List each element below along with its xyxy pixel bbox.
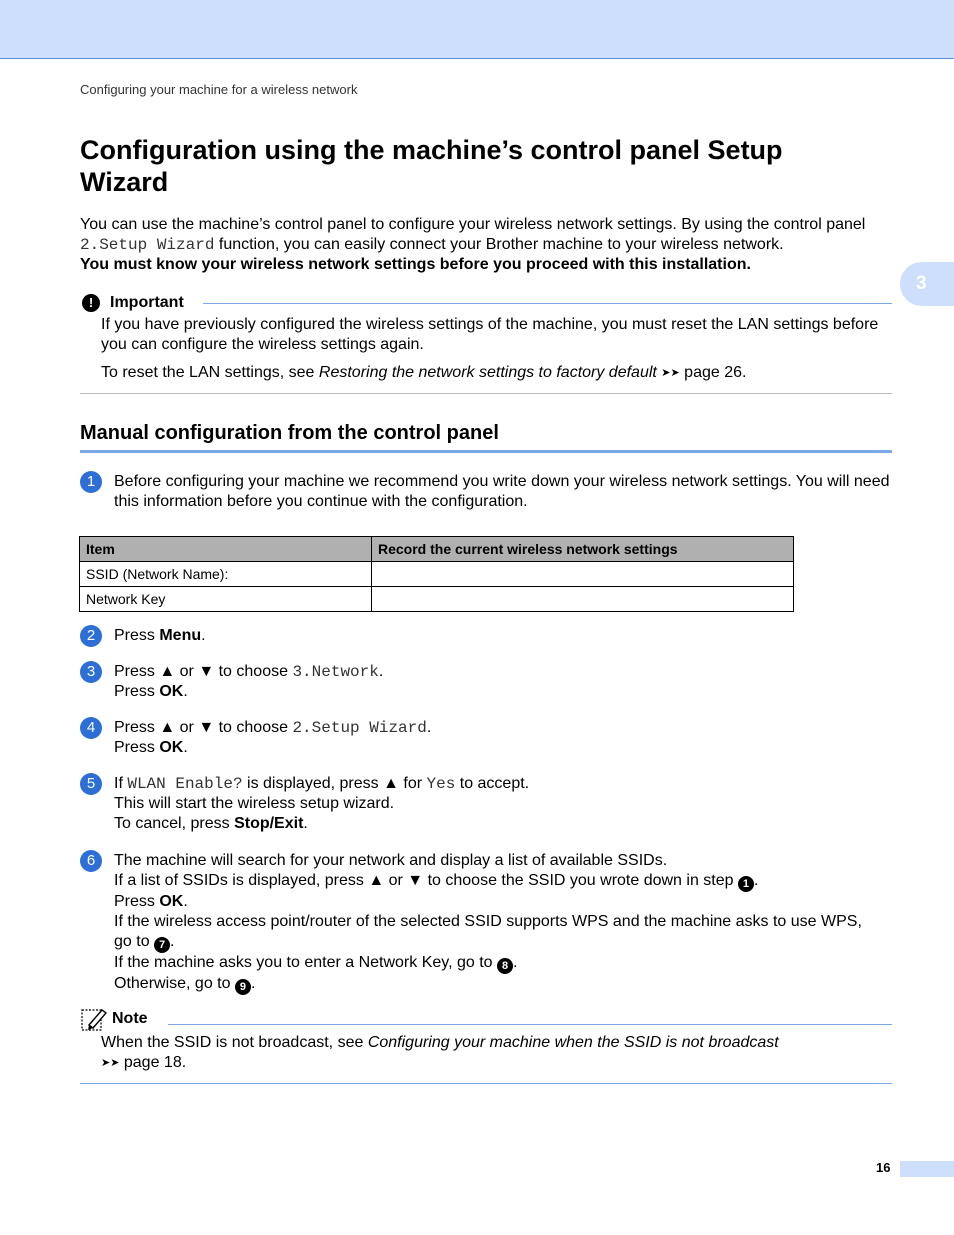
- table-row: [80, 562, 794, 587]
- important-para-2-suffix: page 26.: [679, 364, 747, 381]
- step-5-cancel: To cancel, press: [114, 815, 235, 832]
- down-arrow-icon: ▼: [407, 872, 424, 889]
- ok-key: OK: [159, 739, 184, 756]
- top-header-band: [0, 0, 954, 59]
- table-cell[interactable]: [372, 587, 794, 612]
- step-6-dot-5: .: [250, 975, 256, 992]
- step-number-5: 5: [80, 773, 102, 795]
- chapter-tab[interactable]: 3: [900, 262, 954, 306]
- step-number-3: 3: [80, 661, 102, 683]
- intro-text-1: You can use the machine’s control panel to configure your wireless network settings. By using the control panel: [80, 216, 866, 233]
- intro-bold-warning: You must know your wireless network settings before you proceed with this installation.: [80, 256, 751, 273]
- step-number-6: 6: [80, 850, 102, 872]
- step-6-dot-2: .: [183, 893, 188, 910]
- note-body: [101, 1033, 861, 1073]
- important-bottom-rule: [80, 393, 892, 394]
- table-row: [80, 587, 794, 612]
- step-9-ref-icon[interactable]: 9: [235, 979, 251, 995]
- table-cell: Network Key: [80, 587, 372, 612]
- wireless-settings-table: [79, 536, 794, 612]
- section-heading: Manual configuration from the control panel: [80, 422, 499, 444]
- down-arrow-icon: ▼: [198, 663, 215, 680]
- step-5-end: .: [303, 815, 308, 832]
- step-number-4: 4: [80, 717, 102, 739]
- step-6-dot-1: .: [753, 872, 759, 889]
- step-6-l2a: If a list of SSIDs is displayed, press: [114, 872, 369, 889]
- wlan-enable-code: WLAN Enable?: [127, 775, 243, 793]
- step-5-accept: to accept.: [455, 775, 530, 792]
- step-4-press-ok: Press: [114, 739, 160, 756]
- section-heading-rule: [80, 450, 892, 453]
- important-icon: !: [82, 294, 100, 312]
- step-2-end: .: [201, 627, 206, 644]
- step-6-dot-4: .: [513, 954, 518, 971]
- ok-key: OK: [159, 683, 184, 700]
- step-3-press: Press: [114, 663, 160, 680]
- step-6-line-1: The machine will search for your network and display a list of available SSIDs.: [114, 852, 668, 869]
- step-number-2: 2: [80, 625, 102, 647]
- up-arrow-icon: ▲: [159, 719, 176, 736]
- up-arrow-icon: ▲: [368, 872, 385, 889]
- page-ref-arrows-icon: ➤➤: [661, 367, 680, 379]
- important-heading-label: Important: [110, 294, 184, 311]
- important-para-1: If you have previously configured the wireless settings of the machine, you must reset the LAN settings before you can configure the wireless settings again.: [101, 316, 879, 353]
- factory-default-link[interactable]: Restoring the network settings to factory default: [318, 364, 657, 381]
- step-3-press-ok: Press: [114, 683, 160, 700]
- table-header-row: [80, 537, 794, 562]
- important-para-2: [101, 363, 891, 383]
- menu-key: Menu: [159, 627, 202, 644]
- table-header-item: Item: [80, 537, 372, 562]
- intro-code: 2.Setup Wizard: [80, 236, 215, 254]
- stop-exit-key: Stop/Exit: [234, 815, 304, 832]
- step-4-end: .: [183, 739, 188, 756]
- step-6-otherwise: Otherwise, go to: [114, 975, 235, 992]
- step-8-ref-icon[interactable]: 8: [497, 958, 513, 974]
- network-menu-code: 3.Network: [292, 663, 379, 681]
- step-1-ref-icon[interactable]: 1: [738, 876, 754, 892]
- page-number: 16: [876, 1160, 891, 1175]
- down-arrow-icon: ▼: [198, 719, 215, 736]
- important-para-2-prefix: To reset the LAN settings, see: [101, 364, 319, 381]
- step-1-text: Before configuring your machine we recommend you write down your wireless network settings. You will need this information before you continue with the configuration.: [114, 473, 890, 510]
- ok-key: OK: [159, 893, 184, 910]
- intro-text-2: function, you can easily connect your Brother machine to your wireless network.: [214, 236, 784, 253]
- step-3-dot: .: [378, 663, 384, 680]
- step-6-or: or: [384, 872, 408, 889]
- step-3-choose: to choose: [214, 663, 293, 680]
- table-header-record: Record the current wireless network settings: [372, 537, 794, 562]
- step-2-press: Press: [114, 627, 160, 644]
- page-ref-arrows-icon: ➤➤: [101, 1057, 120, 1069]
- table-cell[interactable]: [372, 562, 794, 587]
- intro-paragraph: [80, 215, 890, 275]
- page-title: Configuration using the machine’s control panel Setup Wizard: [80, 135, 783, 197]
- step-5-line-2: This will start the wireless setup wizard.: [114, 795, 395, 812]
- ssid-not-broadcast-link[interactable]: Configuring your machine when the SSID is not broadcast: [367, 1034, 779, 1051]
- important-heading: [82, 294, 184, 312]
- step-5-mid: is displayed, press: [242, 775, 384, 792]
- step-6-l2b: to choose the SSID you wrote down in step: [423, 872, 738, 889]
- step-6-press: Press: [114, 893, 160, 910]
- up-arrow-icon: ▲: [159, 663, 176, 680]
- step-3-or: or: [175, 663, 199, 680]
- running-head: Configuring your machine for a wireless network: [80, 82, 358, 97]
- step-3-text: [114, 662, 894, 702]
- step-4-press: Press: [114, 719, 160, 736]
- note-prefix: When the SSID is not broadcast, see: [101, 1034, 368, 1051]
- step-6-dot-3: .: [170, 933, 175, 950]
- page-number-tab: [900, 1161, 954, 1177]
- table-cell: SSID (Network Name):: [80, 562, 372, 587]
- note-bottom-rule: [80, 1083, 892, 1084]
- note-heading: [80, 1006, 148, 1032]
- step-3-end: .: [183, 683, 188, 700]
- setup-wizard-code: 2.Setup Wizard: [292, 719, 427, 737]
- step-4-choose: to choose: [214, 719, 293, 736]
- note-heading-label: Note: [112, 1010, 148, 1027]
- step-4-text: [114, 718, 894, 758]
- step-2-text: [114, 626, 894, 646]
- step-4-dot: .: [426, 719, 432, 736]
- step-6-wps: If the wireless access point/router of the selected SSID supports WPS and the machine asks to use WPS, go to: [114, 913, 862, 950]
- step-6-network-key: If the machine asks you to enter a Network Key, go to: [114, 954, 498, 971]
- yes-code: Yes: [426, 775, 456, 793]
- up-arrow-icon: ▲: [383, 775, 399, 792]
- step-5-for: for: [398, 775, 427, 792]
- note-pencil-icon: [80, 1006, 108, 1032]
- important-top-rule: [203, 303, 892, 304]
- step-6-text: [114, 851, 884, 995]
- step-7-ref-icon[interactable]: 7: [154, 937, 170, 953]
- note-top-rule: [168, 1024, 892, 1025]
- note-suffix: page 18.: [119, 1054, 187, 1071]
- step-5-text: [114, 774, 894, 834]
- step-number-1: 1: [80, 471, 102, 493]
- step-5-if: If: [114, 775, 128, 792]
- step-4-or: or: [175, 719, 199, 736]
